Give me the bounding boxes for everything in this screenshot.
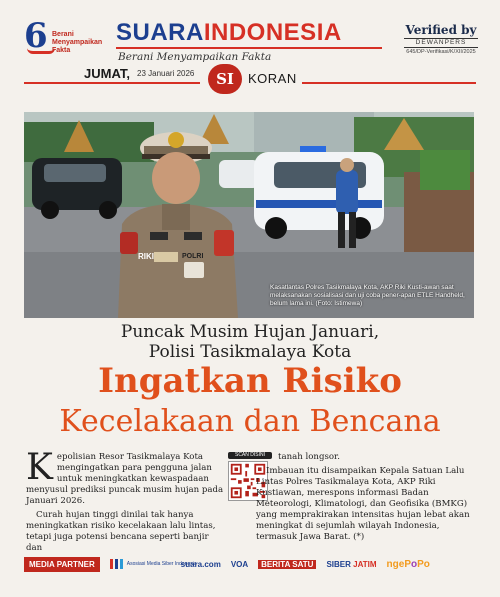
kicker-line-2: Polisi Tasikmalaya Kota — [148, 342, 352, 362]
divider-line — [24, 82, 200, 84]
article-paragraph-2: Curah hujan tinggi dinilai tak hanya meningkatkan risiko kecelakaan lalu lintas, tetapi juga potensi bencana seperti banjir dan — [26, 510, 216, 553]
partner-beritasatu-logo[interactable]: BERITA SATU — [258, 560, 316, 569]
officer-nameplate: RIKI — [138, 252, 154, 261]
kicker-line-1: Puncak Musim Hujan Januari, — [120, 322, 380, 342]
partner-siberjatim-logo[interactable] — [326, 560, 376, 569]
ngepop-text-b: Po — [417, 558, 430, 570]
partner-amsi-text: Asosiasi Media Siber Indonesia — [126, 561, 197, 567]
anniversary-logo — [24, 16, 103, 58]
article-column-left — [26, 447, 226, 557]
brand-logo — [116, 20, 382, 63]
photo-caption: Kasatlantas Polres Tasikmalaya Kota, AKP Riki Kusti-awan saat melaksanakan sosialisasi dan uji coba pener-apan ETLE Handheld, belum lama ini. (Foto: Istimewa) — [270, 284, 465, 307]
brand-part-1: SUARA — [116, 19, 204, 46]
article-paragraph-1 — [26, 447, 226, 507]
partner-voa-logo[interactable]: VOA — [230, 559, 249, 569]
brand-tagline: Berani Menyampaikan Fakta — [116, 47, 382, 63]
jatim-text: JATIM — [353, 559, 377, 569]
kicker — [0, 322, 500, 362]
article-paragraph-3: Imbauan itu disampaikan Kepala Satuan Lalu Lintas Polres Tasikmalaya Kota, AKP Riki Kustiawan, merespons informasi Badan Meteorologi, Klimatologi, dan Geofisika (BMKG) yang memprakirakan intensitas hujan lebat akan meningkat di sejumlah wilayah Indonesia, termasuk Jawa Barat. (*) — [256, 466, 470, 542]
anniversary-swoosh — [27, 48, 55, 54]
si-logo-badge: SI — [208, 64, 242, 94]
issue-day: JUMAT, — [84, 66, 130, 81]
officer-badge-text: POLRI — [182, 253, 204, 260]
headline-line-2: Kecelakaan dan Bencana — [59, 404, 441, 439]
anniversary-number: 6 — [24, 16, 48, 56]
partner-ngepop-logo[interactable] — [387, 559, 430, 570]
partner-suara-logo[interactable]: suara.com — [180, 559, 221, 569]
issue-date: 23 Januari 2026 — [137, 69, 195, 78]
verified-title: Verified by — [405, 23, 477, 37]
partner-amsi-logo[interactable] — [110, 559, 197, 569]
amsi-bars-icon — [110, 559, 124, 569]
divider-line — [302, 82, 476, 84]
drop-cap: K — [26, 447, 53, 488]
media-partner-bar — [24, 555, 476, 573]
verified-org: DEWANPERS — [404, 38, 478, 48]
ngepop-text-o: o — [411, 558, 418, 570]
ngepop-text-a: ngeP — [386, 558, 411, 570]
verified-code: 645/DP-Verifikasi/K/XII/2025 — [406, 49, 476, 55]
brand-title — [116, 20, 382, 46]
edition-label: KORAN — [248, 71, 297, 86]
masthead — [0, 0, 500, 62]
headline-line-1: Ingatkan Risiko — [98, 361, 402, 401]
continuation-text: tanah longsor. — [278, 452, 340, 462]
paragraph-1-text: epolisian Resor Tasikmalaya Kota mengingatkan para pengguna jalan untuk meningkatkan kewaspadaan menyusul prediksi puncak musim hujan pada Januari 2026. — [26, 452, 224, 506]
qr-label: SCAN DISINI — [228, 452, 272, 459]
anniversary-text: Berani Menyampaikan Fakta — [52, 31, 103, 54]
media-partner-label: MEDIA PARTNER — [24, 557, 100, 572]
verified-badge — [398, 24, 484, 56]
siber-text: SIBER — [326, 559, 351, 569]
brand-part-2: INDONESIA — [203, 19, 342, 46]
date-bar — [24, 64, 476, 94]
